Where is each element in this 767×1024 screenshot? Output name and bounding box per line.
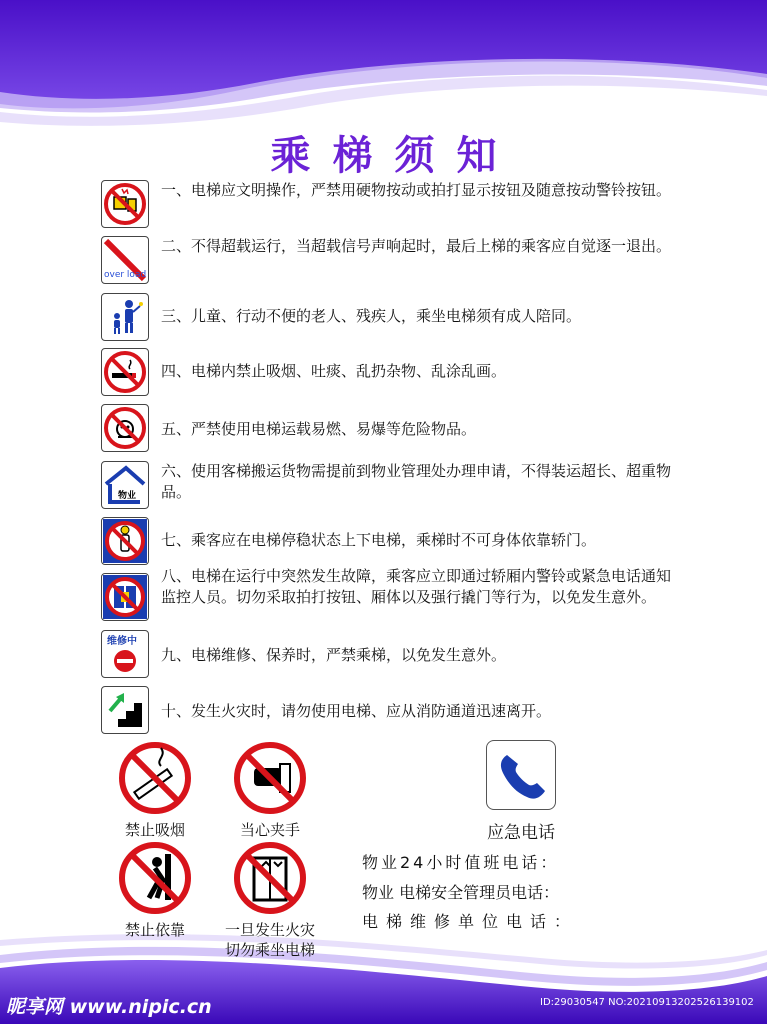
property-icon-label: 物业	[118, 491, 137, 501]
rule-text: 八、电梯在运行中突然发生故障，乘客应立即通过轿厢内警铃或紧急电话通知监控人员。切勿采取拍打按钮、厢体以及强行撬门等行为，以免发生意外。	[161, 567, 672, 606]
no-smoking-icon	[101, 348, 149, 396]
rule-text: 十、发生火灾时，请勿使用电梯、应从消防通道迅速离开。	[161, 702, 552, 720]
button-tap-prohibited-icon	[101, 180, 149, 228]
contact-line: 物业24小时值班电话：	[362, 853, 560, 872]
hand-pinch-sign-icon	[232, 740, 308, 816]
rule-text: 一、电梯应文明操作，严禁用硬物按动或拍打显示按钮及随意按动警铃按钮。	[161, 181, 672, 199]
sign-no-leaning	[100, 840, 210, 940]
overload-icon-label: over load	[104, 270, 147, 280]
no-smoking-sign-icon	[117, 740, 193, 816]
rule-text: 六、使用客梯搬运货物需提前到物业管理处办理申请，不得装运超长、超重物品。	[161, 462, 672, 501]
no-hazardous-materials-icon	[101, 404, 149, 452]
image-id-text: ID:29030547 NO:20210913202526139102	[540, 997, 754, 1008]
no-leaning-sign-icon	[117, 840, 193, 916]
contact-line: 物业 电梯安全管理员电话：	[362, 883, 560, 902]
watermark-logo: 昵享网 www.nipic.cn	[6, 996, 212, 1018]
sign-label: 禁止依靠	[124, 921, 185, 939]
contact-line: 电梯维修单位电话：	[362, 912, 579, 931]
rule-text: 九、电梯维修、保养时，严禁乘梯，以免发生意外。	[161, 646, 507, 664]
poster-title: 乘梯须知	[270, 133, 519, 179]
fire-exit-stairs-icon	[101, 686, 149, 734]
rule-text: 七、乘客应在电梯停稳状态上下电梯，乘梯时不可身体依靠轿门。	[161, 531, 597, 549]
sign-label: 禁止吸烟	[124, 821, 185, 839]
overload-prohibited-icon	[101, 236, 149, 284]
sign-no-elevator-fire	[215, 840, 325, 960]
no-leaning-door-icon	[101, 517, 149, 565]
adult-accompany-child-icon	[101, 293, 149, 341]
sign-label: 当心夹手	[239, 821, 300, 839]
rule-text: 二、不得超载运行，当超载信号声响起时，最后上梯的乘客应自觉逐一退出。	[161, 237, 672, 255]
sign-pinch-warning	[215, 740, 325, 840]
property-management-icon	[101, 461, 149, 509]
rule-text: 四、电梯内禁止吸烟、吐痰、乱扔杂物、乱涂乱画。	[161, 362, 507, 380]
emergency-title: 应急电话	[487, 823, 555, 843]
no-prying-door-icon	[101, 573, 149, 621]
phone-icon	[486, 740, 556, 810]
sign-label: 一旦发生火灾 切勿乘坐电梯	[224, 921, 315, 959]
sign-no-smoking	[100, 740, 210, 840]
under-maintenance-icon	[101, 630, 149, 678]
rule-text: 五、严禁使用电梯运载易燃、易爆等危险物品。	[161, 420, 477, 438]
maintenance-icon-label: 维修中	[107, 636, 137, 647]
no-elevator-in-fire-sign-icon	[232, 840, 308, 916]
rule-text: 三、儿童、行动不便的老人、残疾人，乘坐电梯须有成人陪同。	[161, 307, 582, 325]
